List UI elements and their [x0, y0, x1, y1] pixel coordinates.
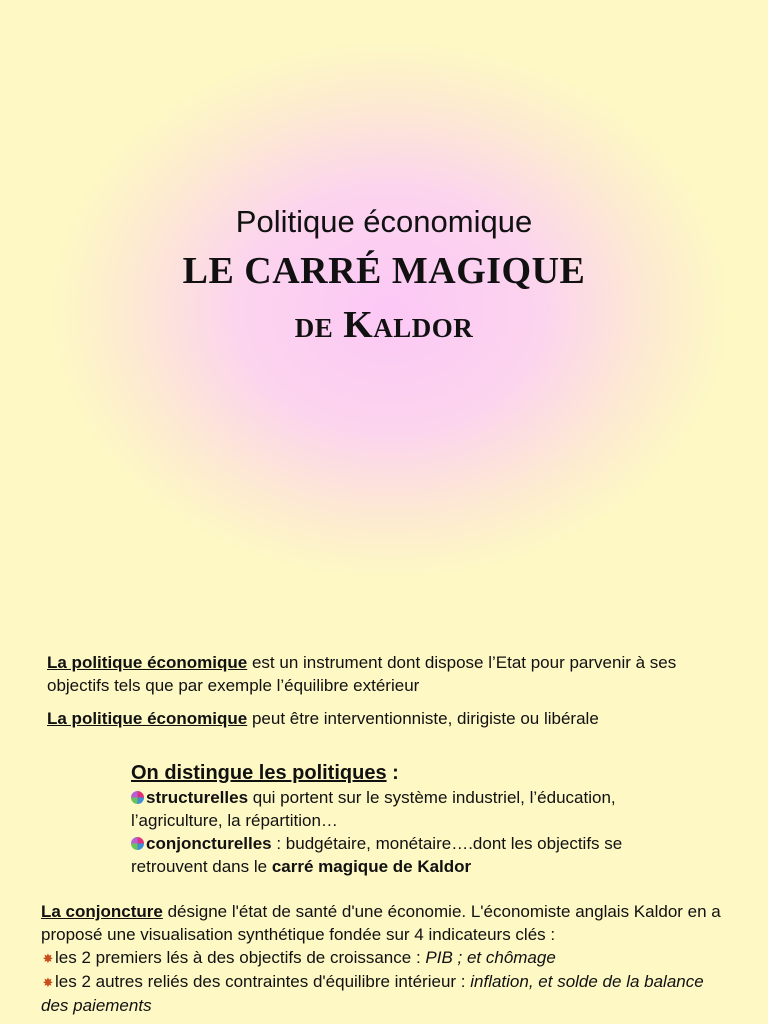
main-title-line-2: de Kaldor — [294, 304, 474, 346]
subtitle: Politique économique — [235, 204, 533, 239]
term-conjoncture: La conjoncture — [41, 902, 163, 921]
distinguish-section — [131, 760, 701, 878]
main-title-line-1: LE CARRÉ MAGIQUE — [182, 250, 586, 292]
conjoncture-definition: La conjoncture désigne l'état de santé d'une économie. L'économiste anglais Kaldor en a proposé une visualisation synthétique fondée sur 4 indicateurs clés : — [41, 902, 721, 944]
conjoncture-section — [41, 900, 731, 1017]
multicolor-bullet-icon — [131, 837, 144, 850]
intro-paragraph-2 — [47, 707, 727, 730]
term-politique-economique: La politique économique — [47, 709, 248, 728]
list-item-conjoncturelles: conjoncturelles : budgétaire, monétaire….dont les objectifs se retrouvent dans le carré magique de Kaldor — [131, 834, 623, 876]
multicolor-bullet-icon — [131, 791, 144, 804]
list-item-croissance: ✸les 2 premiers lés à des objectifs de croissance : PIB ; et chômage — [41, 946, 731, 970]
list-item-equilibre: ✸les 2 autres reliés des contraintes d'équilibre intérieur : inflation, et solde de la balance des paiements — [41, 972, 704, 1015]
intro-text-1: est un instrument dont dispose l’Etat pour parvenir à ses objectifs tels que par exemple l’équilibre extérieur — [47, 653, 677, 695]
intro-text-2: peut être interventionniste, dirigiste ou libérale — [247, 709, 599, 728]
star-bullet-icon: ✸ — [42, 975, 54, 990]
list-item-structurelles: structurelles qui portent sur le système industriel, l’éducation, l’agriculture, la répartition… — [131, 788, 616, 830]
star-bullet-icon: ✸ — [42, 951, 54, 966]
title-block — [0, 200, 768, 352]
term-politique-economique: La politique économique — [47, 653, 248, 672]
intro-paragraph-1 — [47, 651, 727, 697]
distinguish-heading: On distingue les politiques : — [131, 762, 399, 784]
